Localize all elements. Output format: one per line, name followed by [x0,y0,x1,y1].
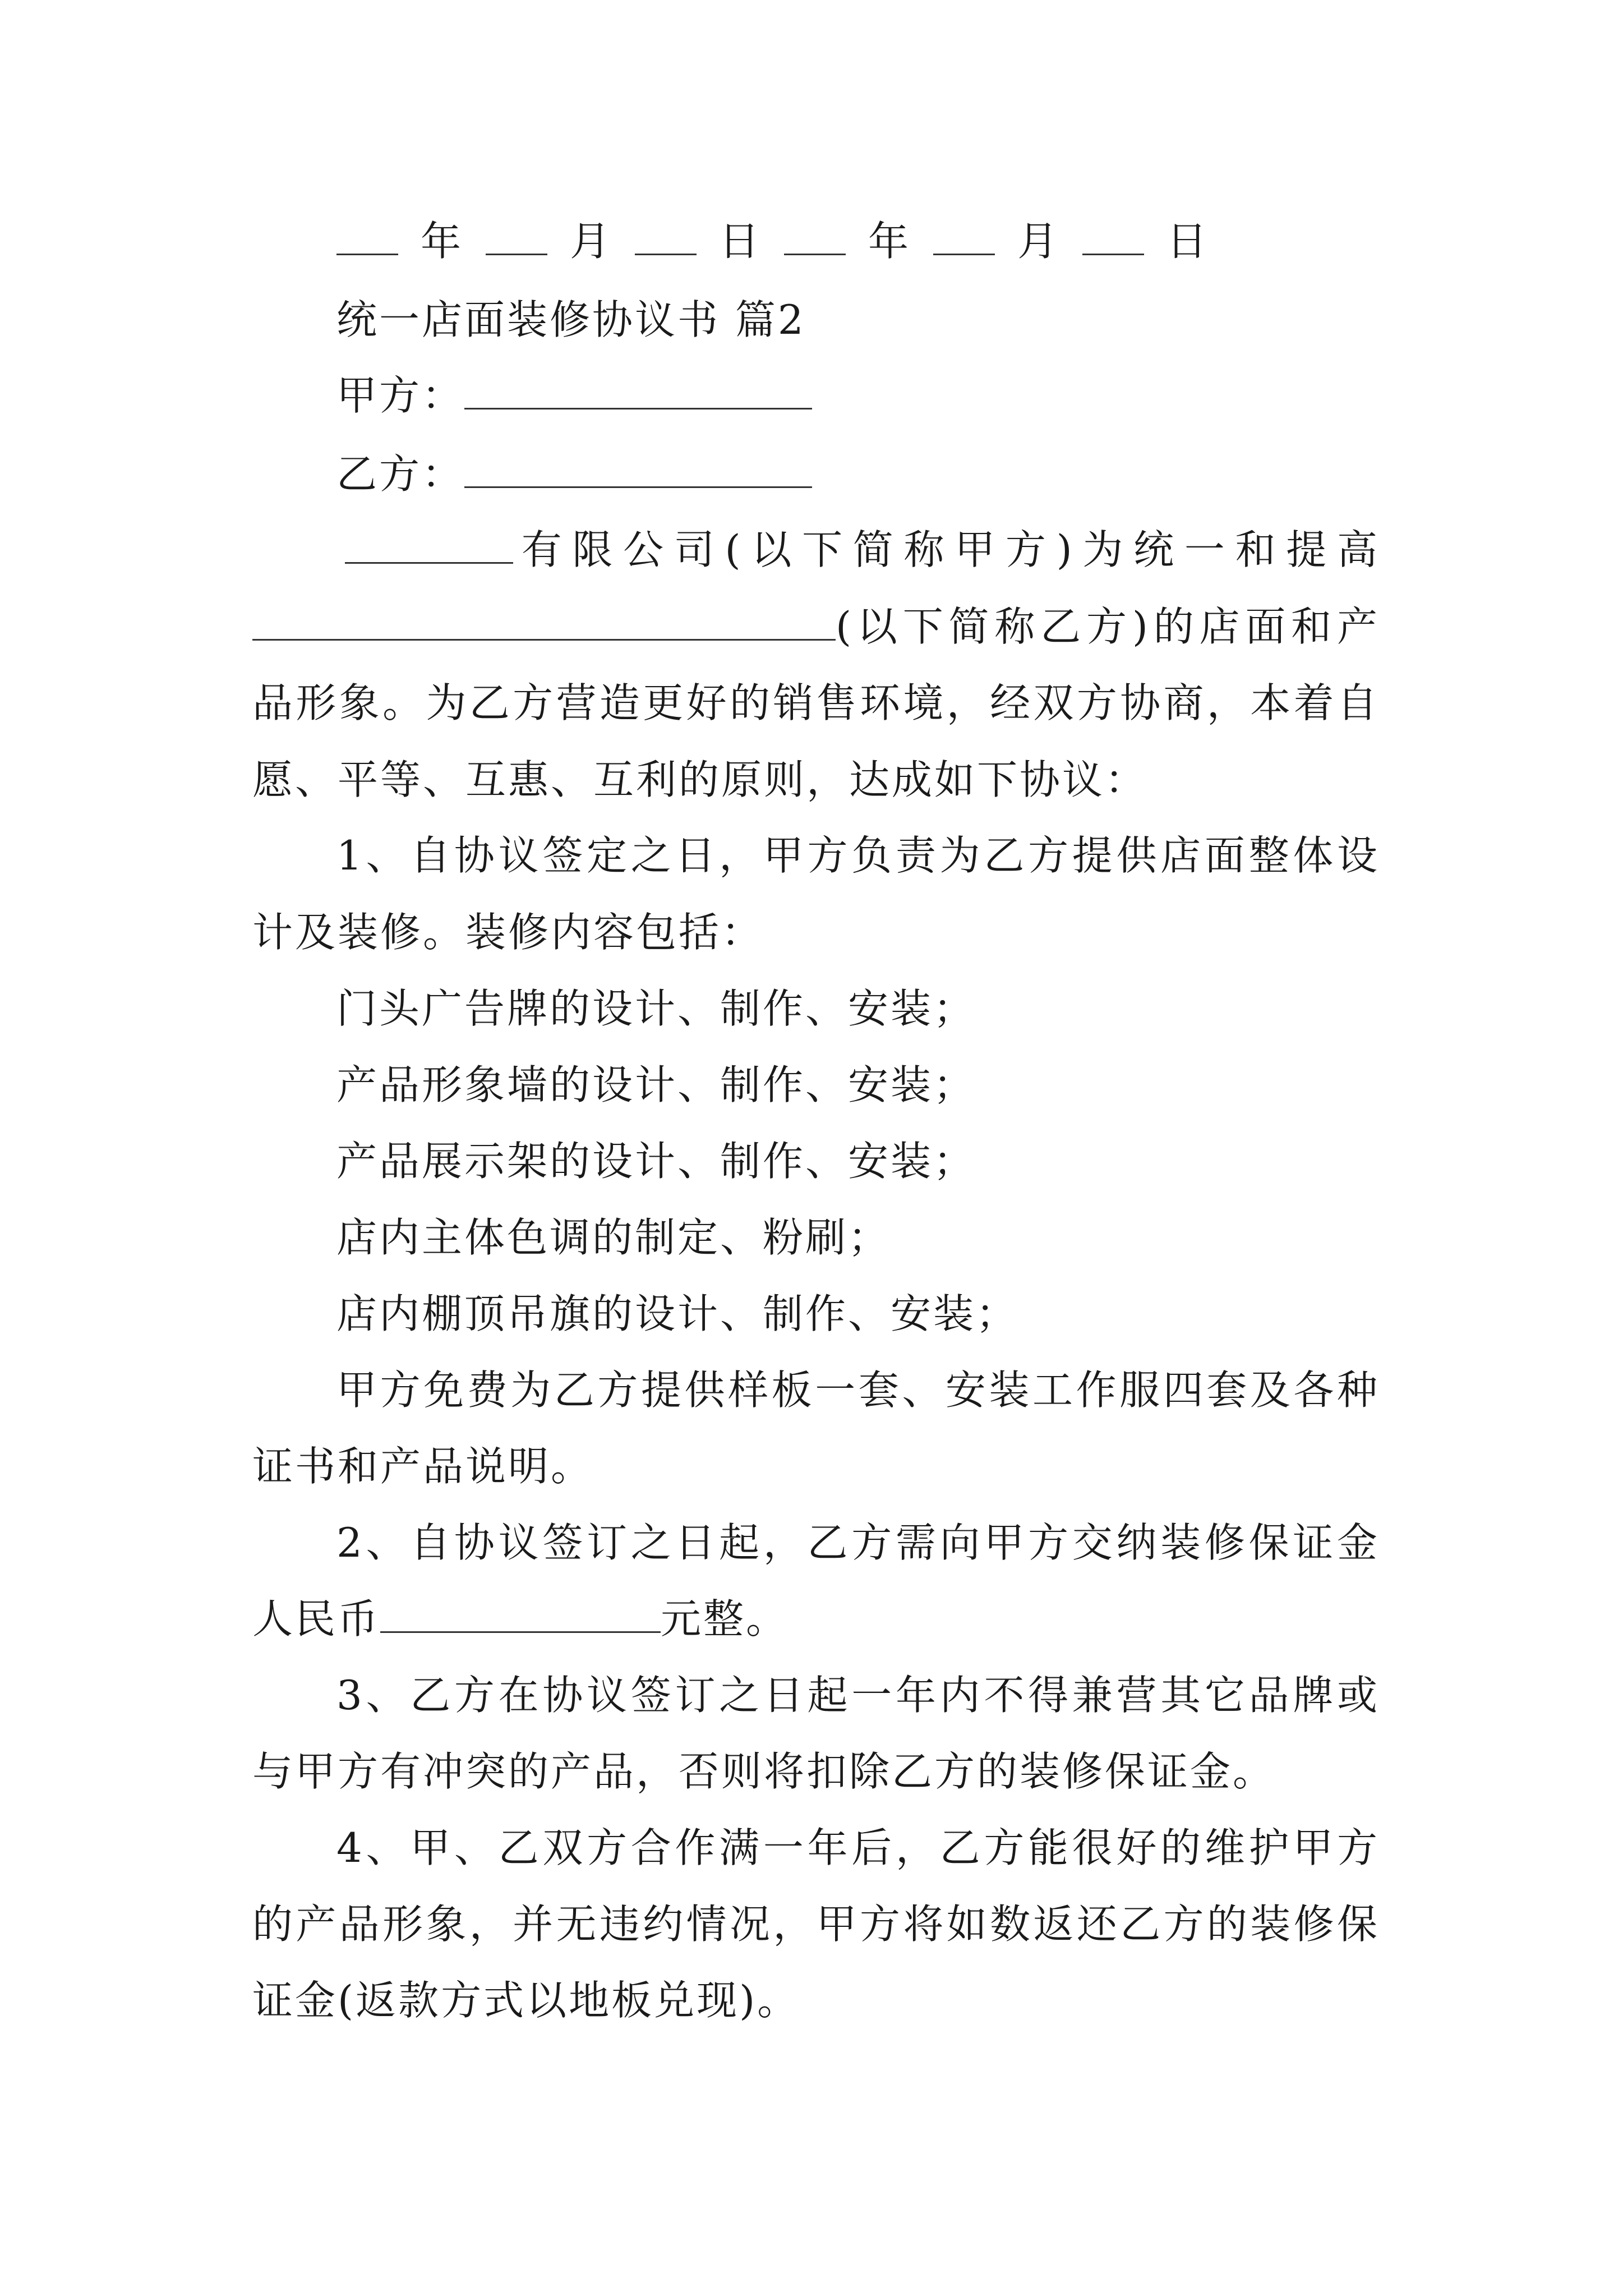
amount-suffix: 元整。 [661,1595,789,1642]
party-b-blank [464,446,812,488]
blank-year-2 [784,213,846,255]
deposit-amount-blank [380,1591,661,1633]
document-title: 统一店面装修协议书 篇2 [336,296,806,343]
intro-line-1-text: 有限公司(以下简称甲方)为统一和提高 [513,526,1380,573]
blank-day-2 [1082,213,1144,255]
date-unit: 年 [421,218,464,265]
party-a-blank [464,367,812,409]
clause-1-line-2: 计及装修。装修内容包括： [252,909,764,956]
intro-line-3: 品形象。为乙方营造更好的销售环境，经双方协商，本着自 [252,679,1380,726]
clause-1-line-1: 1、自协议签定之日，甲方负责为乙方提供店面整体设 [336,832,1380,879]
clause-2-line-1: 2、自协议签订之日起，乙方需向甲方交纳装修保证金 [336,1519,1380,1566]
clause-1-item: 店内棚顶吊旗的设计、制作、安装； [336,1290,1019,1337]
clause-3-line-2: 与甲方有冲突的产品，否则将扣除乙方的装修保证金。 [252,1748,1276,1795]
date-unit: 年 [868,218,911,265]
party-a-line [336,367,1464,424]
clause-4-line-3: 证金(返款方式以地板兑现)。 [252,1977,800,2024]
party-b-name-blank [252,599,836,641]
currency-label: 人民币 [252,1595,381,1642]
blank-year-1 [336,213,398,255]
blank-month-1 [486,213,547,255]
clause-1-free-line-2: 证书和产品说明。 [252,1443,594,1490]
intro-line-4: 愿、平等、互惠、互利的原则，达成如下协议： [252,756,1148,803]
intro-line-2 [252,599,1380,655]
party-a-label: 甲方： [336,372,465,419]
clause-1-item: 门头广告牌的设计、制作、安装； [336,985,976,1032]
intro-line-1 [345,522,1380,578]
clause-1-item: 店内主体色调的制定、粉刷； [336,1214,891,1261]
intro-line-2-text: (以下简称乙方)的店面和产 [836,603,1380,650]
clause-1-item: 产品形象墙的设计、制作、安装； [336,1061,976,1108]
clause-1-free-line-1: 甲方免费为乙方提供样板一套、安装工作服四套及各种 [336,1366,1380,1414]
date-unit: 日 [719,218,762,265]
date-unit: 月 [570,218,613,265]
blank-month-2 [933,213,995,255]
company-name-blank [345,522,513,564]
clause-3-line-1: 3、乙方在协议签订之日起一年内不得兼营其它品牌或 [336,1672,1380,1719]
party-b-line [336,446,1464,502]
party-b-label: 乙方： [336,450,465,498]
date-unit: 日 [1166,218,1210,265]
date-unit: 月 [1017,218,1061,265]
clause-4-line-2: 的产品形象，并无违约情况，甲方将如数返还乙方的装修保 [252,1901,1380,1948]
blank-day-1 [635,213,697,255]
clause-1-item: 产品展示架的设计、制作、安装； [336,1138,976,1185]
date-line [336,213,1290,269]
clause-2-line-2 [252,1591,1380,1647]
clause-4-line-1: 4、甲、乙双方合作满一年后，乙方能很好的维护甲方 [336,1824,1380,1871]
